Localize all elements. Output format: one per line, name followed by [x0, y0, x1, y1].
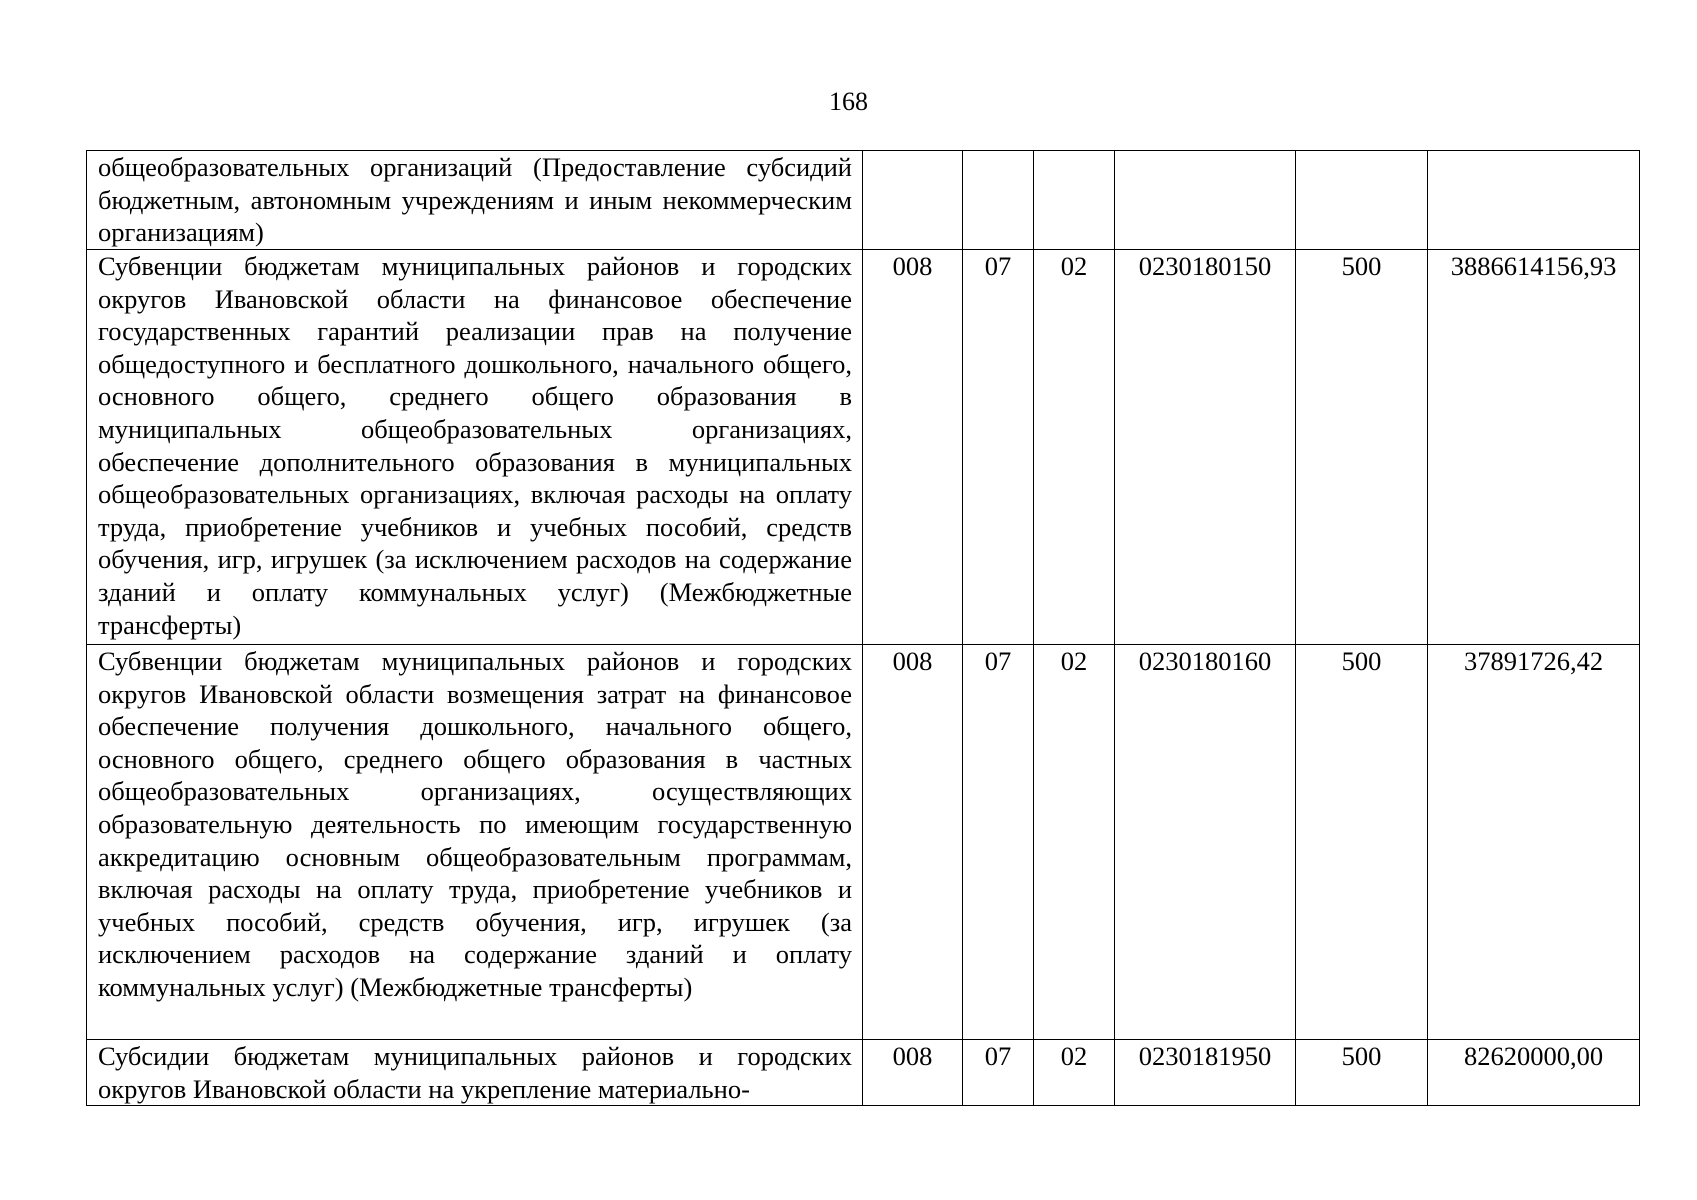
- ministry-code-cell: 008: [863, 1040, 963, 1106]
- row-description: Субсидии бюджетам муниципальных районов и городских округов Ивановской области на укрепление материально-: [87, 1040, 863, 1106]
- budget-table: [86, 150, 1640, 1106]
- expense-type-cell: [1296, 151, 1428, 250]
- subsection-code-cell: 02: [1034, 250, 1115, 645]
- subsection-code-cell: 02: [1034, 1040, 1115, 1106]
- amount-cell: 37891726,42: [1428, 645, 1640, 1040]
- ministry-code-cell: 008: [863, 250, 963, 645]
- section-code-cell: 07: [963, 645, 1034, 1040]
- page-number: 168: [829, 87, 868, 116]
- section-code-cell: 07: [963, 250, 1034, 645]
- subsection-code-cell: 02: [1034, 645, 1115, 1040]
- expense-type-cell: 500: [1296, 645, 1428, 1040]
- ministry-code-cell: [863, 151, 963, 250]
- target-article-cell: 0230181950: [1115, 1040, 1296, 1106]
- section-code-cell: [963, 151, 1034, 250]
- amount-cell: 82620000,00: [1428, 1040, 1640, 1106]
- amount-cell: 3886614156,93: [1428, 250, 1640, 645]
- expense-type-cell: 500: [1296, 1040, 1428, 1106]
- row-description: Субвенции бюджетам муниципальных районов и городских округов Ивановской области на финансовое обеспечение государственных гарантий реализации прав на получение общедоступного и бесплатного дошкольного, начального общего, основного общего, среднего общего образования в муниципальных общеобразовательных организациях, обеспечение дополнительного образования в муниципальных общеобразовательных организациях, включая расходы на оплату труда, приобретение учебников и учебных пособий, средств обучения, игр, игрушек (за исключением расходов на содержание зданий и оплату коммунальных услуг) (Межбюджетные трансферты): [87, 250, 863, 645]
- ministry-code-cell: 008: [863, 645, 963, 1040]
- target-article-cell: 0230180150: [1115, 250, 1296, 645]
- target-article-cell: 0230180160: [1115, 645, 1296, 1040]
- section-code-cell: 07: [963, 1040, 1034, 1106]
- table-row: [87, 250, 1640, 645]
- amount-cell: [1428, 151, 1640, 250]
- expense-type-cell: 500: [1296, 250, 1428, 645]
- table-row: [87, 1040, 1640, 1106]
- table-row: [87, 151, 1640, 250]
- row-description: Субвенции бюджетам муниципальных районов и городских округов Ивановской области возмещения затрат на финансовое обеспечение получения дошкольного, начального общего, основного общего, среднего общего образования в частных общеобразовательных организациях, осуществляющих образовательную деятельность по имеющим государственную аккредитацию основным общеобразовательным программам, включая расходы на оплату труда, приобретение учебников и учебных пособий, средств обучения, игр, игрушек (за исключением расходов на содержание зданий и оплату коммунальных услуг) (Межбюджетные трансферты): [87, 645, 863, 1040]
- table-row: [87, 645, 1640, 1040]
- target-article-cell: [1115, 151, 1296, 250]
- row-description: общеобразовательных организаций (Предоставление субсидий бюджетным, автономным учреждениям и иным некоммерческим организациям): [87, 151, 863, 250]
- subsection-code-cell: [1034, 151, 1115, 250]
